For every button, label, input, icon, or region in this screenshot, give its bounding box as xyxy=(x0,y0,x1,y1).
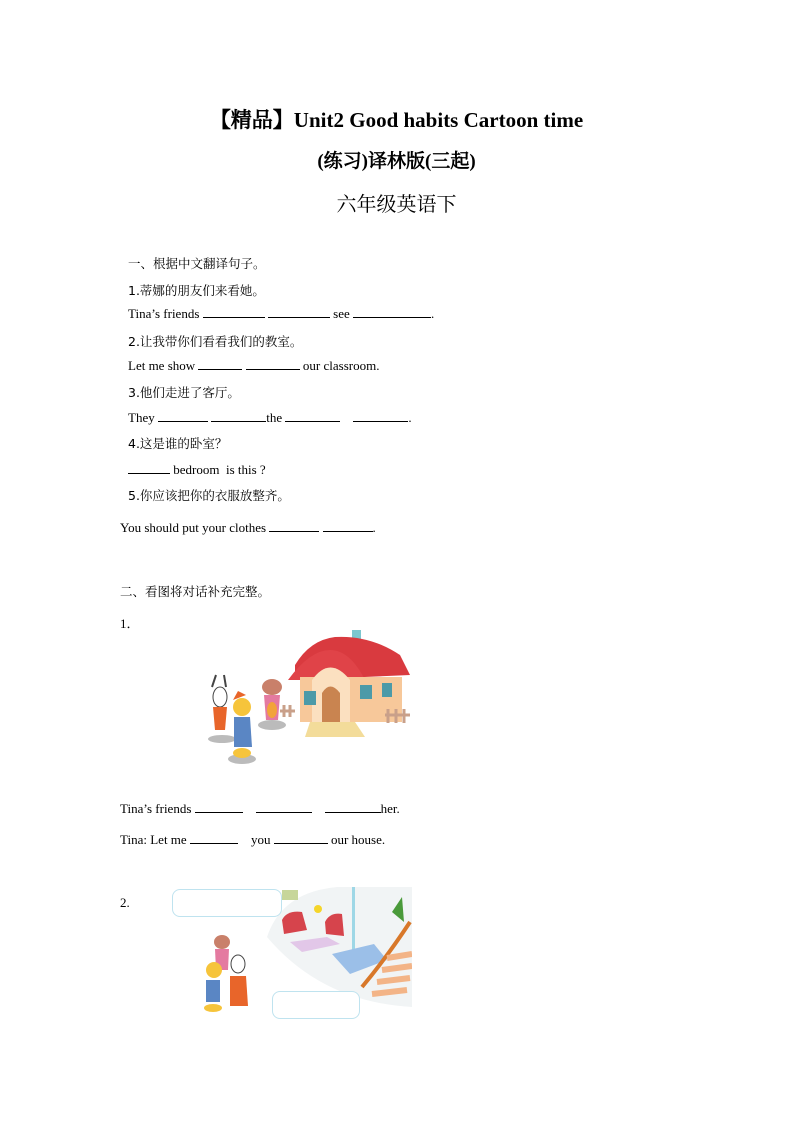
page-title: 【精品】Unit2 Good habits Cartoon time xyxy=(209,108,584,132)
question-3-en: They the . xyxy=(128,410,412,425)
speech-bubble-top xyxy=(172,889,282,917)
blank[interactable] xyxy=(195,801,243,813)
page-subtitle: (练习)译林版(三起) xyxy=(317,151,476,172)
speech-bubble-bottom xyxy=(272,991,360,1019)
blank[interactable] xyxy=(246,358,300,370)
blank[interactable] xyxy=(256,801,312,813)
item-1-line-1: Tina’s friends her. xyxy=(120,801,400,816)
blank[interactable] xyxy=(203,306,265,318)
blank[interactable] xyxy=(211,410,266,422)
question-1-en: Tina’s friends see . xyxy=(128,306,435,321)
page-grade: 六年级英语下 xyxy=(336,192,457,216)
blank[interactable] xyxy=(274,832,328,844)
question-5-cn: 5.你应该把你的衣服放整齐。 xyxy=(128,488,290,503)
item-1-number: 1． xyxy=(120,616,140,631)
blank[interactable] xyxy=(158,410,208,422)
section2-heading: 二、看图将对话补充完整。 xyxy=(120,584,271,599)
question-2-cn: 2.让我带你们看看我们的教室。 xyxy=(128,334,303,349)
blank[interactable] xyxy=(353,306,431,318)
blank[interactable] xyxy=(268,306,330,318)
question-4-cn: 4.这是谁的卧室？ xyxy=(128,436,228,451)
question-2-en: Let me show our classroom. xyxy=(128,358,380,373)
section1-heading: 一、根据中文翻译句子。 xyxy=(128,256,266,271)
item-1-line-2: Tina: Let me you our house. xyxy=(120,832,386,847)
question-3-cn: 3.他们走进了客厅。 xyxy=(128,385,240,400)
question-1-cn: 1.蒂娜的朋友们来看她。 xyxy=(128,283,265,298)
cartoon-friends-group-image xyxy=(200,932,260,1017)
item-2-number: 2. xyxy=(120,895,130,910)
blank[interactable] xyxy=(285,410,340,422)
blank[interactable] xyxy=(190,832,238,844)
blank[interactable] xyxy=(353,410,408,422)
cartoon-friends-at-house-image xyxy=(200,625,415,770)
question-5-en: You should put your clothes . xyxy=(120,520,376,535)
blank[interactable] xyxy=(323,520,373,532)
question-4-en: bedroom is this ? xyxy=(128,462,266,478)
blank[interactable] xyxy=(325,801,381,813)
blank[interactable] xyxy=(269,520,319,532)
blank[interactable] xyxy=(128,462,170,474)
blank[interactable] xyxy=(198,358,242,370)
